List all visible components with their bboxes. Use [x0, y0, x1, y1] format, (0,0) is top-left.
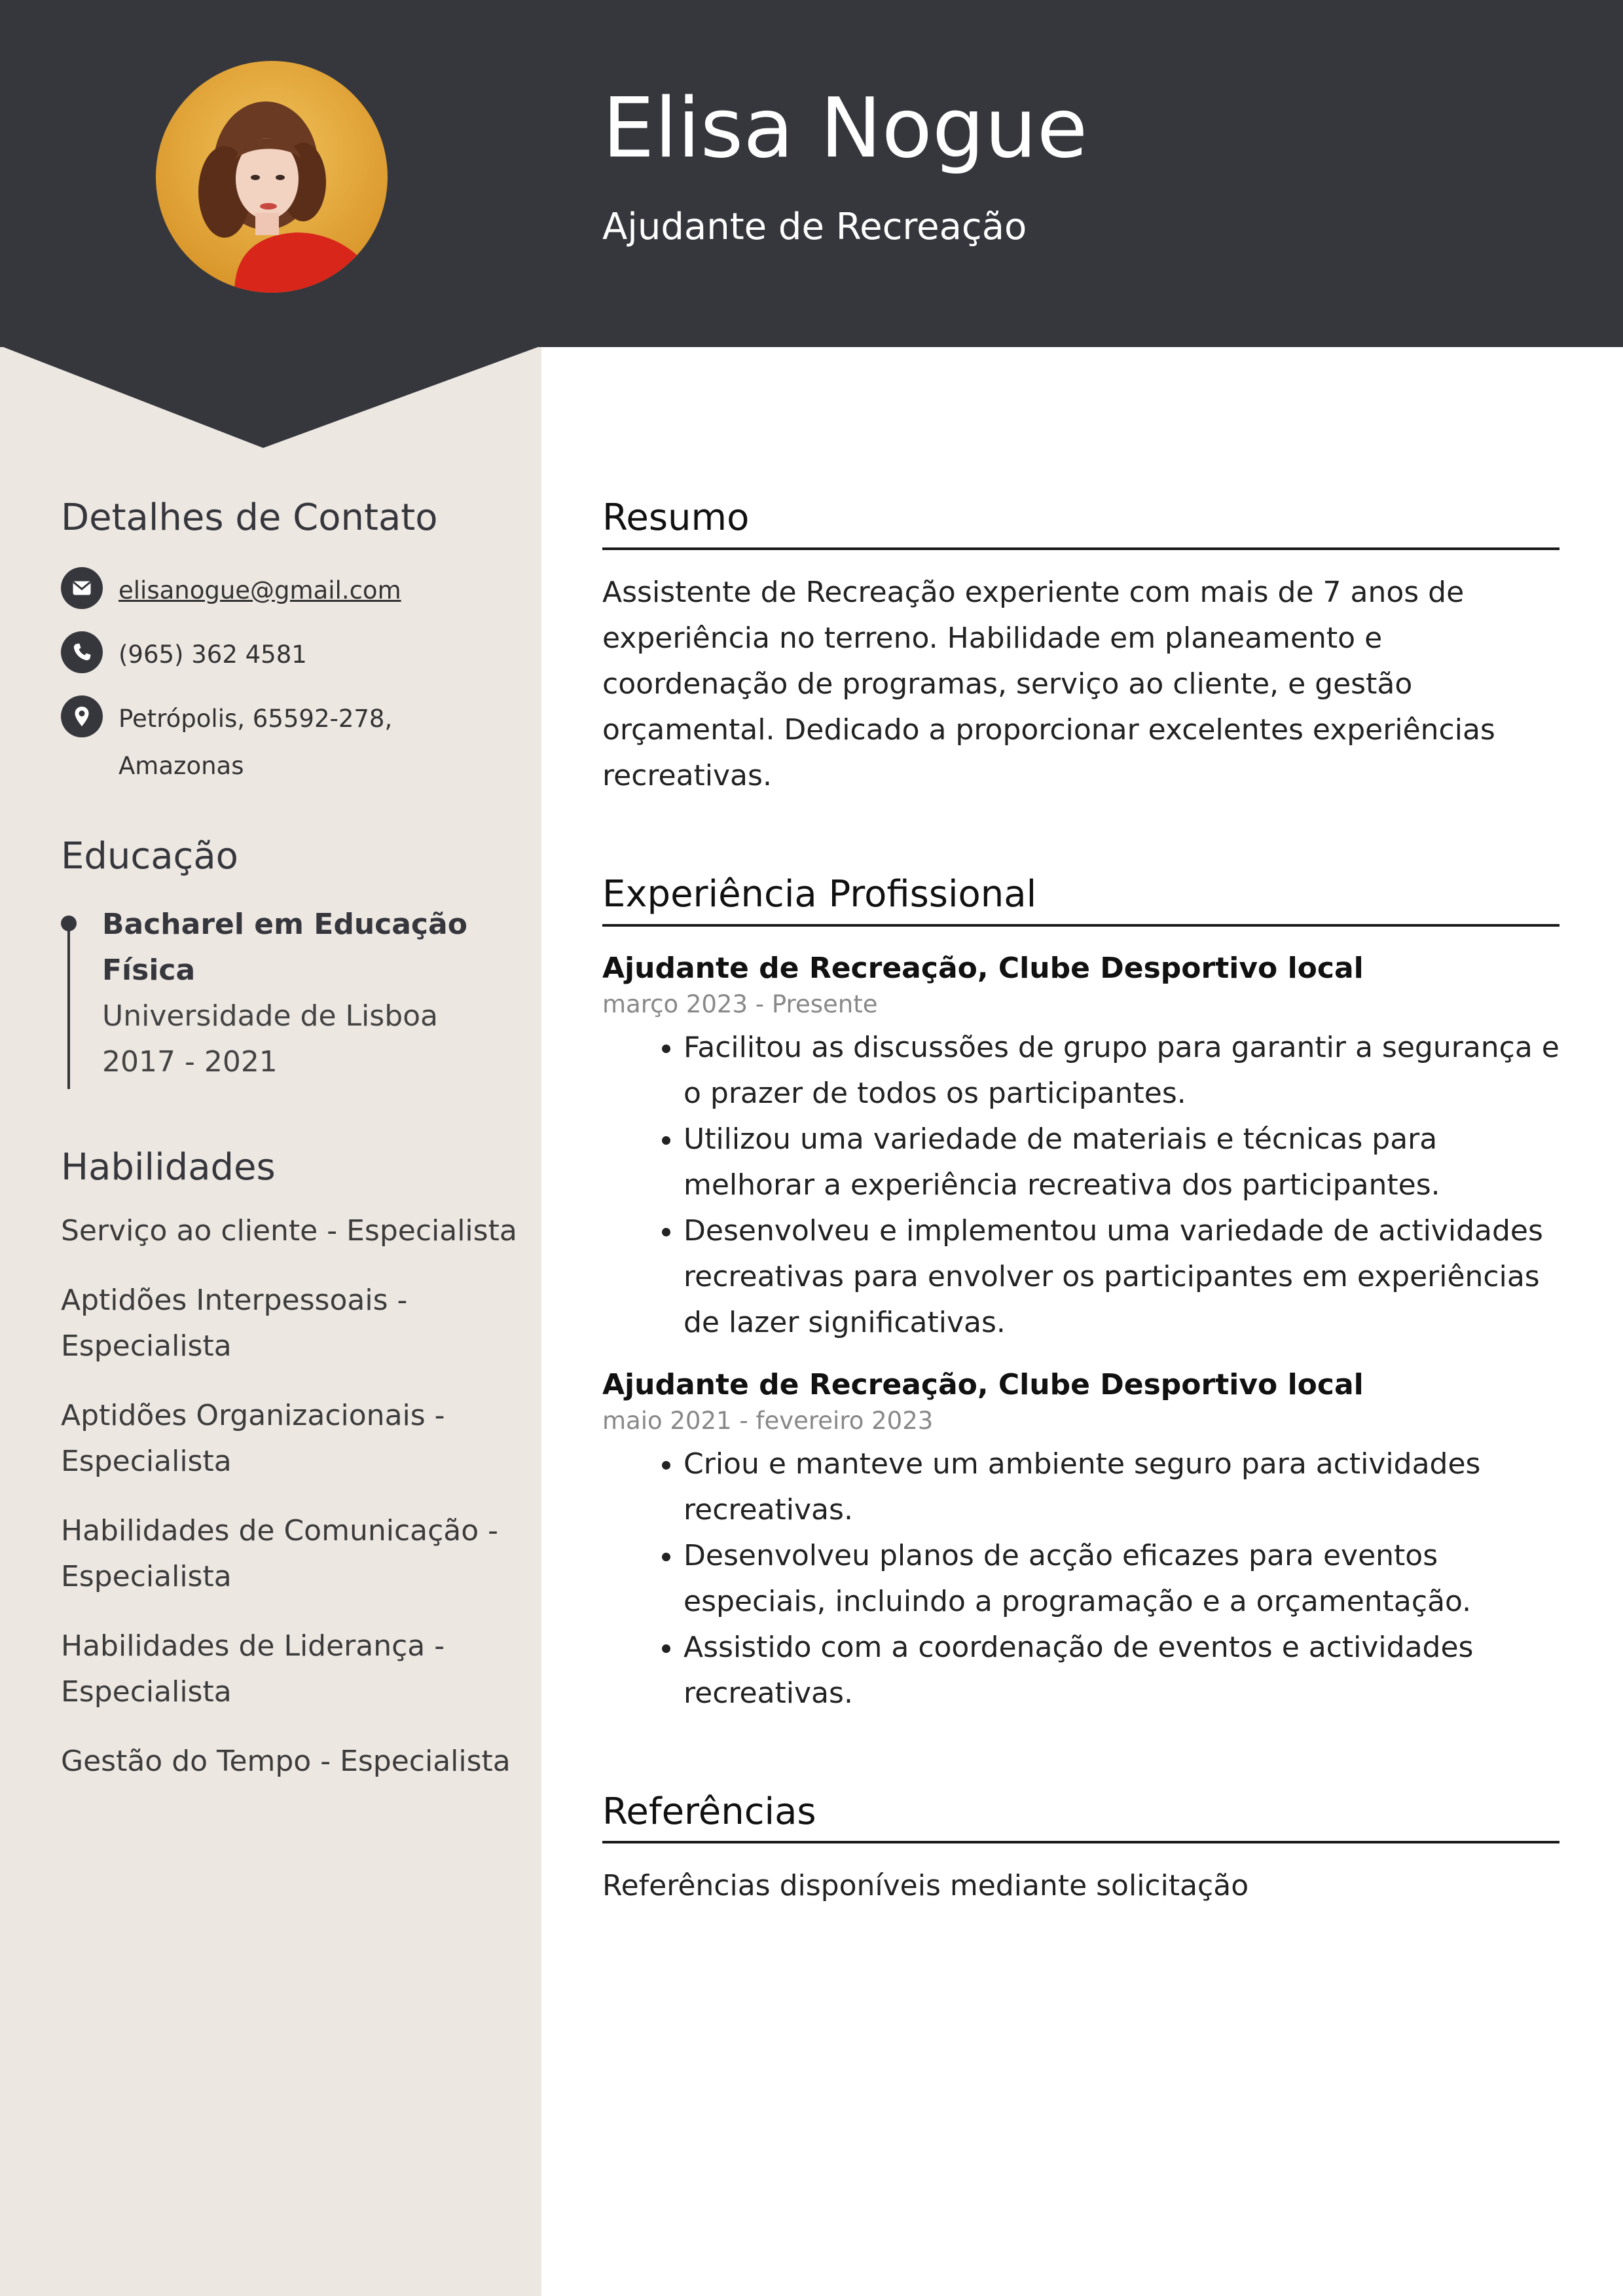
skill-item: Habilidades de Liderança - Especialista [61, 1629, 445, 1709]
job-bullet: • Assistido com a coordenação de eventos e actividades recreativas. [684, 1625, 1559, 1716]
avatar [156, 61, 388, 293]
references-section [602, 1788, 1559, 1910]
skill-item: Habilidades de Comunicação - Especialista [61, 1514, 499, 1594]
contact-section-title: Detalhes de Contato [61, 496, 438, 539]
skill-item: Aptidões Interpessoais - Especialista [61, 1284, 408, 1363]
education-section-title: Educação [61, 834, 238, 878]
summary-section-title: Resumo [602, 494, 1559, 550]
education-entry [61, 902, 519, 1085]
job-dates: março 2023 - Presente [602, 990, 878, 1018]
summary-section [602, 494, 1559, 799]
education-years: 2017 - 2021 [102, 1045, 278, 1079]
job-bullet: • Utilizou uma variedade de materiais e técnicas para melhorar a experiência recreativa dos participantes. [684, 1117, 1559, 1208]
education-school: Universidade de Lisboa [102, 999, 439, 1033]
job-dates: maio 2021 - fevereiro 2023 [602, 1406, 934, 1435]
job-bullets [602, 1025, 1559, 1346]
job-entry [602, 1365, 1559, 1716]
job-bullet: • Criou e manteve um ambiente seguro para actividades recreativas. [684, 1441, 1559, 1533]
job-bullet: • Desenvolveu planos de acção eficazes para eventos especiais, incluindo a programação e a orçamentação. [684, 1533, 1559, 1625]
contact-address [119, 695, 392, 790]
job-title: Ajudante de Recreação, Clube Desportivo local [602, 951, 1364, 985]
contact-address-row [61, 695, 519, 790]
experience-section [602, 871, 1559, 1716]
phone-icon [61, 631, 103, 673]
sidebar [61, 494, 519, 1808]
timeline-dot [61, 916, 77, 931]
education-degree-line1: Bacharel em Educação [102, 907, 467, 941]
envelope-icon [61, 567, 103, 609]
references-section-title: Referências [602, 1788, 1559, 1844]
education-degree [102, 902, 519, 993]
references-text: Referências disponíveis mediante solicitação [602, 1869, 1249, 1903]
location-pin-icon [61, 695, 103, 737]
candidate-job-title: Ajudante de Recreação [602, 206, 1027, 248]
contact-address-line1: Petrópolis, 65592-278, [119, 704, 393, 733]
experience-section-title: Experiência Profissional [602, 871, 1559, 927]
job-bullet: • Desenvolveu e implementou uma variedade de actividades recreativas para envolver os participantes em experiências de lazer significativas. [684, 1208, 1559, 1346]
job-bullets [602, 1441, 1559, 1716]
job-bullet: • Facilitou as discussões de grupo para garantir a segurança e o prazer de todos os participantes. [684, 1025, 1559, 1117]
candidate-name: Elisa Nogue [602, 80, 1088, 176]
contact-list [61, 567, 519, 790]
skills-list [61, 1208, 519, 1785]
contact-phone-row [61, 631, 519, 678]
contact-address-line2: Amazonas [119, 751, 244, 780]
job-entry [602, 949, 1559, 1346]
contact-email-row [61, 567, 519, 614]
main-content [602, 494, 1559, 1909]
skills-section-title: Habilidades [61, 1145, 276, 1189]
skill-item: Aptidões Organizacionais - Especialista [61, 1399, 445, 1479]
contact-email-link[interactable]: elisanogue@gmail.com [119, 576, 401, 604]
job-title: Ajudante de Recreação, Clube Desportivo local [602, 1367, 1364, 1401]
skill-item: Serviço ao cliente - Especialista [61, 1214, 517, 1248]
summary-text: Assistente de Recreação experiente com mais de 7 anos de experiência no terreno. Habilidade em planeamento e coordenação de programas, serviço ao cliente, e gestão orçamental. Dedicado a proporcionar excelentes experiências recreativas. [602, 575, 1495, 792]
contact-phone: (965) 362 4581 [119, 640, 307, 669]
header-chevron [0, 346, 541, 448]
skill-item: Gestão do Tempo - Especialista [61, 1745, 511, 1779]
timeline-line [67, 931, 70, 1089]
education-degree-line2: Física [102, 953, 196, 987]
